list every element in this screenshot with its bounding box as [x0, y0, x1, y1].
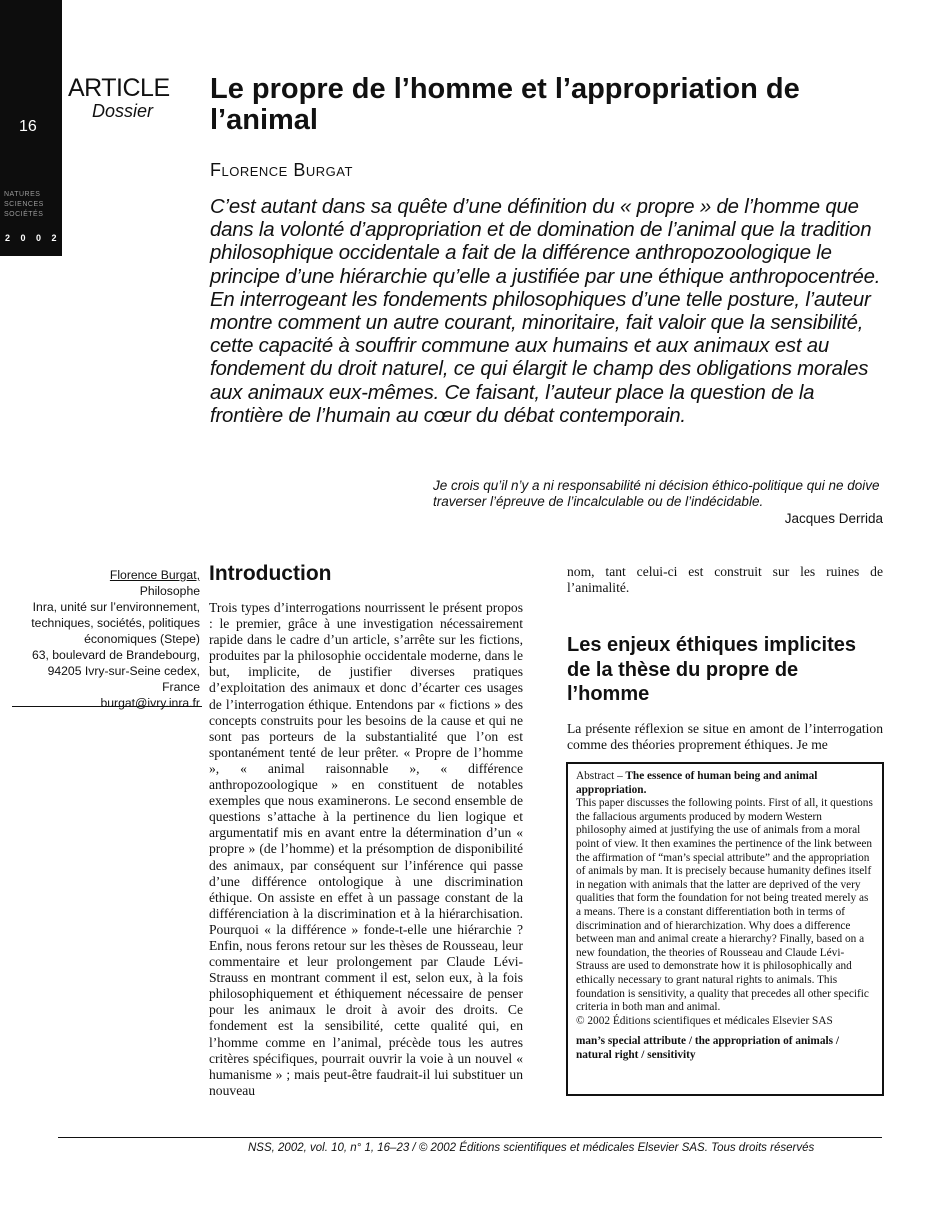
affiliation-divider	[12, 706, 202, 707]
abstract-copyright: © 2002 Éditions scientifiques et médicales Elsevier SAS	[576, 1014, 833, 1027]
article-title: Le propre de l’homme et l’appropriation de l’animal	[210, 73, 800, 136]
abstract-text: This paper discusses the following points. First of all, it questions the fallacious arguments produced by modern Western philosophy aimed at justifying the use of animals from a moral point of view. It then examines the pertinence of the link between the affirmation of “man’s special attribute” and the appropriation of animals by man. It is precisely because humanity defines itself in negation with animals that the latter are deprived of the very qualities that form the foundation for not being treated merely as a means. There is a constant differentiation both in terms of discrimination and of hierarchization. Why does a difference between man and animal create a hierarchy? Finally, based on a new foundation, the theories of Rousseau and Claude Lévi-Strauss are used to demonstrate how it is philosophically and ethically necessary to grant natural rights to animals. This foundation is sensitivity, a quality that precedes all other specific criteria in both man and animal.	[576, 797, 873, 1014]
epigraph-author: Jacques Derrida	[784, 511, 883, 526]
introduction-heading: Introduction	[209, 562, 332, 585]
section-heading	[567, 633, 883, 707]
journal-year: 2 0 0 2	[5, 233, 61, 243]
footer-divider	[58, 1137, 882, 1138]
affiliation-institution: Inra, unité sur l’environnement, techniques, sociétés, politiques économiques (Stepe)	[31, 600, 200, 646]
author-affiliation	[12, 567, 200, 711]
section-heading-line1: Les enjeux éthiques implicites	[567, 634, 856, 657]
french-summary: C’est autant dans sa quête d’une définition du « propre » de l’homme que dans la volonté d’appropriation et de domination de l’animal que la tradition philosophique occidentale a fait de la différence anthropozoologique le principe d’une hiérarchie qu’elle a justifiée par une éthique anthropocentrée. En interrogeant les fondements philosophiques d’une telle posture, l’auteur montre comment un autre courant, minoritaire, fait valoir que la sensibilité, cette capacité à souffrir commune aux humains et aux animaux est au fondement du droit naturel, ce qui élargit le champ des obligations morales aux animaux eux-mêmes. Ce faisant, l’auteur place la question de la frontière de l’humain au cœur du débat contemporain.	[210, 196, 881, 427]
section-sublabel: Dossier	[92, 101, 154, 121]
section-heading-line2: de la thèse du propre de l’homme	[567, 658, 799, 706]
page-number: 16	[19, 118, 37, 135]
affiliation-name: Florence Burgat,	[109, 568, 200, 582]
section-text: La présente réflexion se situe en amont de l’interrogation comme des théories proprement éthiques. Je me	[567, 720, 883, 752]
left-body-column	[209, 562, 523, 1099]
affiliation-city: 94205 Ivry-sur-Seine cedex,	[47, 664, 200, 678]
right-body-column	[567, 564, 883, 753]
affiliation-address: 63, boulevard de Brandebourg,	[31, 648, 200, 662]
abstract-heading	[576, 770, 874, 797]
section-label: ARTICLE	[68, 74, 170, 102]
continuation-text: nom, tant celui-ci est construit sur les ruines de l’animalité.	[567, 564, 883, 596]
journal-side-tab	[0, 0, 62, 256]
abstract-keywords: man’s special attribute / the appropriation of animals / natural right / sensitivity	[576, 1035, 839, 1061]
english-abstract-box	[566, 762, 884, 1096]
epigraph-quote: Je crois qu’il n’y a ni responsabilité ni décision éthico-politique qui ne doive traverser l’épreuve de l’incalculable ou de l’indécidable.	[433, 478, 880, 509]
article-author: Florence Burgat	[210, 160, 353, 180]
affiliation-role: Philosophe	[139, 584, 200, 598]
introduction-text: Trois types d’interrogations nourrissent le présent propos : le premier, grâce à une investigation nécessairement rapide dans le cadre d’un article, s’arrête sur les fictions, produites par la philosophie occidentale moderne, dans le but, implicite, de justifier diverses pratiques d’exploitation des animaux et donc d’écarter ces usages de l’interrogation éthique. Entendons par « fictions » des concepts construits pour les besoins de la cause et qui ne sont pas porteurs de la substantialité que l’on est spontanément tenté de leur prêter. « Propre de l’homme », « animal raisonnable », « différence anthropozoologique » en constituent de notables exemples que nous examinerons. Le second ensemble de questions s’attache à la pertinence du lien logique et argumentatif mis en avant entre la détermination d’un « propre » (de l’homme) et la présomption de disponibilité des animaux, par conséquent sur l’inférence qui passe d’une différence ontologique à une discrimination éthique. On assiste en effet à un passage constant de la différenciation à la discrimination et à la hiérarchisation. Pourquoi « la différence » fonde-t-elle une hiérarchie ? Enfin, nous ferons retour sur les thèses de Rousseau, leur commentaire et leur prolongement par Claude Lévi-Strauss en montrant comment il est, selon eux, à la fois philosophiquement et éthiquement nécessaire de penser pour les animaux le droit à avoir des droits. Ce fondement est la sensibilité, cette qualité qui, en l’homme comme en l’animal, précède tous les autres critères spécifiques, pourrait ouvrir la voie à un nouvel « humanisme » ; mais peut-être faudrait-il lui substituer un nouveau	[209, 600, 523, 1098]
abstract-label: Abstract –	[576, 770, 623, 782]
affiliation-country: France	[162, 680, 200, 694]
footer-citation: NSS, 2002, vol. 10, n° 1, 16–23 / © 2002 Éditions scientifiques et médicales Elsevier SAS. Tous droits réservés	[248, 1142, 815, 1154]
affiliation-email[interactable]: burgat@ivry.inra.fr	[100, 696, 200, 710]
journal-name: NATURES SCIENCES SOCIÉTÉS	[4, 191, 44, 218]
abstract-title: The essence of human being and animal appropriation.	[576, 770, 818, 796]
